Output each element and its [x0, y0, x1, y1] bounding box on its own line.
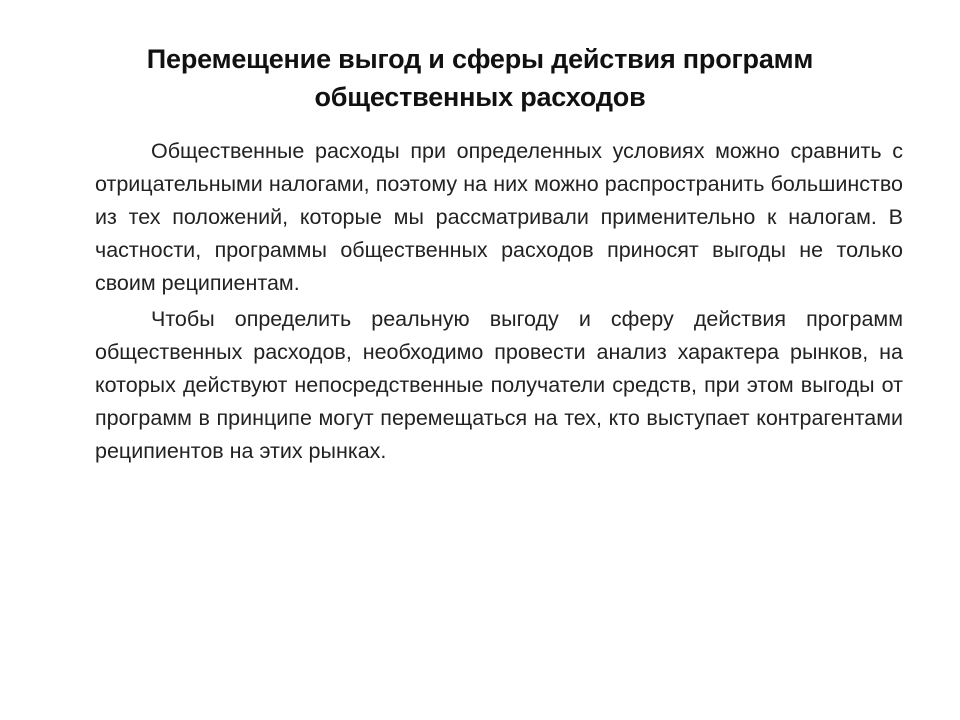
- slide-title-line-2: общественных расходов: [314, 82, 646, 112]
- slide-title-line-1: Перемещение выгод и сферы действия программ: [146, 44, 814, 74]
- paragraph-public-expenditure-negative-taxes: Общественные расходы при определенных условиях можно сравнить с отрицательными налогами, поэтому на них можно распространить большинство из тех положений, которые мы рассматривали применительно к налогам. В частности, программы общественных расходов приносят выгоды не только своим реципиентам.: [95, 139, 903, 295]
- slide-title: [60, 40, 900, 116]
- paragraph-market-analysis: Чтобы определить реальную выгоду и сферу действия программ общественных расходов, необходимо провести анализ характера рынков, на которых действуют непосредственные получатели средств, при этом выгоды от программ в принципе могут перемещаться на тех, кто выступает контрагентами реципиентов на этих рынках.: [95, 307, 903, 463]
- slide-body: [95, 135, 903, 471]
